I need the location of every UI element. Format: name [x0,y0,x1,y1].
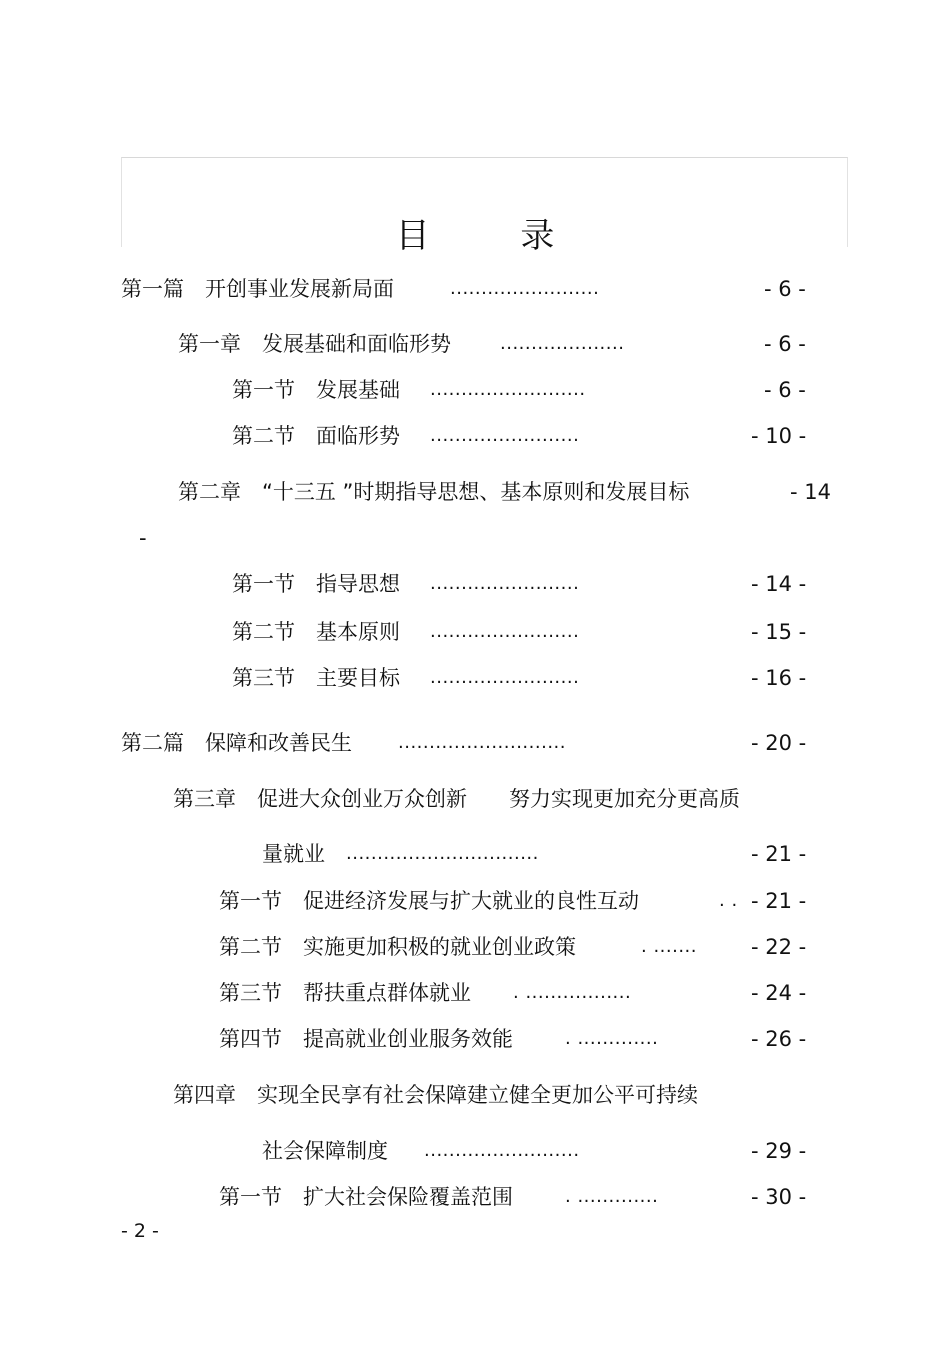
toc-entry-page: - 30 - [751,1185,807,1209]
toc-entry-page: - 6 - [764,277,806,301]
page-number-footer: - 2 - [121,1220,159,1242]
toc-entry-text: 第二节 基本原则 [232,620,400,644]
toc-entry-text: 第一章 发展基础和面临形势 [178,332,451,356]
toc-entry-text: 第一节 促进经济发展与扩大就业的良性互动 [219,889,639,913]
toc-entry-text: 第一节 扩大社会保险覆盖范围 [219,1185,513,1209]
toc-entry-leader: ........................... [398,732,566,753]
toc-entry-page: - 6 - [764,332,806,356]
toc-entry-page: - 16 - [751,666,807,690]
toc-entry-page-continued: - [139,526,147,550]
toc-entry-leader: ........................ [430,573,580,594]
toc-entry-page: - 22 - [751,935,807,959]
toc-entry-leader: . ............. [565,1028,659,1049]
toc-entry-text: 第一节 发展基础 [232,378,400,402]
toc-entry-leader: ........................ [430,425,580,446]
toc-entry-page: - 15 - [751,620,807,644]
toc-entry-leader: ........................ [450,278,600,299]
toc-entry-page: - 14 [790,480,831,504]
toc-entry-text: 第四章 实现全民享有社会保障建立健全更加公平可持续 [173,1083,698,1107]
toc-entry-leader: ........................ [430,621,580,642]
toc-entry-text: 第二章 “十三五 ”时期指导思想、基本原则和发展目标 [178,480,690,504]
toc-entry-page: - 6 - [764,378,806,402]
toc-entry-page: - 21 - [751,889,807,913]
toc-entry-leader: . ....... [641,936,697,957]
toc-entry-page: - 24 - [751,981,807,1005]
toc-entry-page: - 10 - [751,424,807,448]
toc-entry-leader: . ............. [565,1186,659,1207]
toc-entry-leader: .................... [500,333,625,354]
toc-entry-text: 第四节 提高就业创业服务效能 [219,1027,513,1051]
toc-entry-text: 第三章 促进大众创业万众创新 努力实现更加充分更高质 [173,787,740,811]
toc-entry-text: 第一节 指导思想 [232,572,400,596]
toc-entry-leader: ............................... [346,843,539,864]
toc-entry-text: 第二篇 保障和改善民生 [121,731,352,755]
toc-entry-leader: . ................. [513,982,632,1003]
toc-entry-text: 第三节 主要目标 [232,666,400,690]
toc-entry-leader: ......................... [424,1140,580,1161]
toc-entry-text: 第一篇 开创事业发展新局面 [121,277,394,301]
toc-entry-page: - 29 - [751,1139,807,1163]
toc-entry-text: 第二节 面临形势 [232,424,400,448]
toc-entry-leader: ......................... [430,379,586,400]
toc-entry-page: - 21 - [751,842,807,866]
toc-entry-page: - 14 - [751,572,807,596]
toc-entry-page: - 26 - [751,1027,807,1051]
toc-entry-text-continued: 量就业 [262,842,325,866]
toc-entry-leader: ........................ [430,667,580,688]
toc-entry-text: 第三节 帮扶重点群体就业 [219,981,471,1005]
toc-entry-page: - 20 - [751,731,807,755]
toc-title: 目 录 [395,216,595,256]
toc-entry-text: 第二节 实施更加积极的就业创业政策 [219,935,576,959]
toc-entry-text-continued: 社会保障制度 [262,1139,388,1163]
toc-entry-leader: . . [719,890,738,911]
